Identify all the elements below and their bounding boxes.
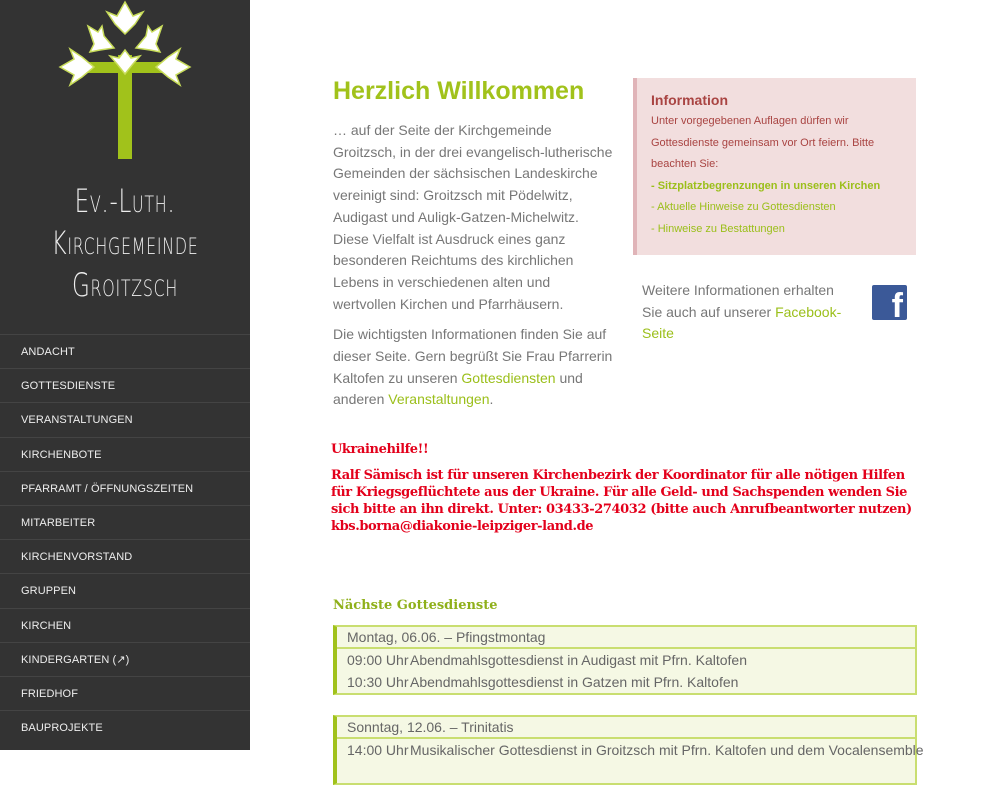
- nav-item-kindergarten[interactable]: KINDERGARTEN (↗): [0, 642, 250, 676]
- facebook-text: [642, 280, 857, 345]
- info-box: [633, 78, 916, 255]
- logo-line-2: Kirchgemeinde: [51, 224, 199, 262]
- text: Die wichtigsten Informationen finden Sie auf dieser Seite. Gern begrüßt Sie Frau Pfarrerin Kaltofen zu unseren: [333, 326, 613, 386]
- hinweise-gottesdienste-link[interactable]: - Aktuelle Hinweise zu Gottesdiensten: [651, 201, 836, 214]
- nav-item-andacht[interactable]: ANDACHT: [0, 334, 250, 368]
- info-text: Unter vorgegebenen Auflagen dürfen wir Gottesdienste gemeinsam vor Ort feiern. Bitte beachten Sie:: [651, 115, 875, 171]
- nav-item-veranstaltungen[interactable]: VERANSTALTUNGEN: [0, 402, 250, 436]
- service-text: Musikalischer Gottesdienst in Groitzsch mit Pfrn. Kaltofen und dem Vocalensemble: [410, 742, 924, 759]
- nav-item-gottesdienste[interactable]: GOTTESDIENSTE: [0, 368, 250, 402]
- nav-item-kirchenbote[interactable]: KIRCHENBOTE: [0, 437, 250, 471]
- nav-item-gruppen[interactable]: GRUPPEN: [0, 573, 250, 607]
- ukraine-title: Ukrainehilfe!!: [331, 442, 429, 458]
- veranstaltungen-link[interactable]: Veranstaltungen: [388, 391, 490, 408]
- main-content: [250, 0, 1000, 759]
- nav-item-bauprojekte[interactable]: BAUPROJEKTE: [0, 710, 250, 744]
- facebook-link[interactable]: Facebook-Seite: [642, 303, 842, 342]
- service-item: [337, 671, 915, 693]
- hinweise-bestattungen-link[interactable]: - Hinweise zu Bestattungen: [651, 222, 785, 235]
- logo[interactable]: [0, 0, 250, 334]
- nav-item-kirchenvorstand[interactable]: KIRCHENVORSTAND: [0, 539, 250, 573]
- welcome-text: … auf der Seite der Kirchgemeinde Groitzsch, in der drei evangelisch-lutherische Gemeinden der sächsischen Landeskirche vereinigt sind: Groitzsch mit Pödelwitz, Audigast und Auligk-Gatzen-Michelwitz. Diese Vielfalt ist Ausdruck eines ganz besonderen Reichtums des kirchlichen Lebens in verschiedenen alten und wertvollen Kirchen und Pfarrhäusern.: [333, 122, 613, 312]
- sitzplatz-link[interactable]: - Sitzplatzbegrenzungen in unseren Kirchen: [651, 179, 881, 192]
- logo-line-3: Groitzsch: [71, 266, 179, 304]
- nav-item-pfarramt[interactable]: PFARRAMT / ÖFFNUNGSZEITEN: [0, 471, 250, 505]
- cross-logo-icon: [0, 0, 250, 165]
- ukraine-text: Ralf Sämisch ist für unseren Kirchenbezirk der Koordinator für alle nötigen Hilfen für Kriegsgeflüchtete aus der Ukraine. Für alle Geld- und Sachspenden wenden Sie sich bitte an ihn direkt. Unter: 03433-274032 (bitte auch Anrufbeantworter nutzen) kbs.borna@diakonie-leipziger-land.de: [331, 468, 912, 535]
- nav-item-mitarbeiter[interactable]: MITARBEITER: [0, 505, 250, 539]
- services-title: Nächste Gottesdienste: [333, 598, 498, 614]
- facebook-icon[interactable]: f: [872, 285, 907, 320]
- text: .: [489, 391, 494, 408]
- nav-item-kirchen[interactable]: KIRCHEN: [0, 608, 250, 642]
- page-title: Herzlich Willkommen: [333, 77, 585, 105]
- nav-item-friedhof[interactable]: FRIEDHOF: [0, 676, 250, 710]
- logo-line-1: Ev.-Luth.: [74, 182, 176, 220]
- gottesdienste-link[interactable]: Gottesdiensten: [461, 369, 556, 386]
- text: Weitere Informationen erhalten Sie auch auf unserer: [642, 282, 834, 320]
- service-day-header: Sonntag, 12.06. – Trinitatis: [337, 717, 915, 739]
- service-time: 14:00 Uhr: [347, 742, 409, 759]
- sidebar: [0, 0, 250, 750]
- info-title: Information: [651, 92, 728, 108]
- service-item: [337, 739, 924, 761]
- service-day: [333, 625, 917, 695]
- service-item: [337, 649, 915, 671]
- text: und anderen: [333, 369, 583, 408]
- service-text: Abendmahlsgottesdienst in Gatzen mit Pfrn. Kaltofen: [410, 674, 739, 691]
- service-time: 09:00 Uhr: [347, 652, 409, 669]
- service-day: [333, 715, 924, 785]
- main-nav: [0, 334, 250, 744]
- service-day-header: Montag, 06.06. – Pfingstmontag: [337, 627, 915, 649]
- service-time: 10:30 Uhr: [347, 674, 409, 691]
- welcome-text-2: [333, 324, 615, 411]
- service-text: Abendmahlsgottesdienst in Audigast mit Pfrn. Kaltofen: [410, 652, 747, 669]
